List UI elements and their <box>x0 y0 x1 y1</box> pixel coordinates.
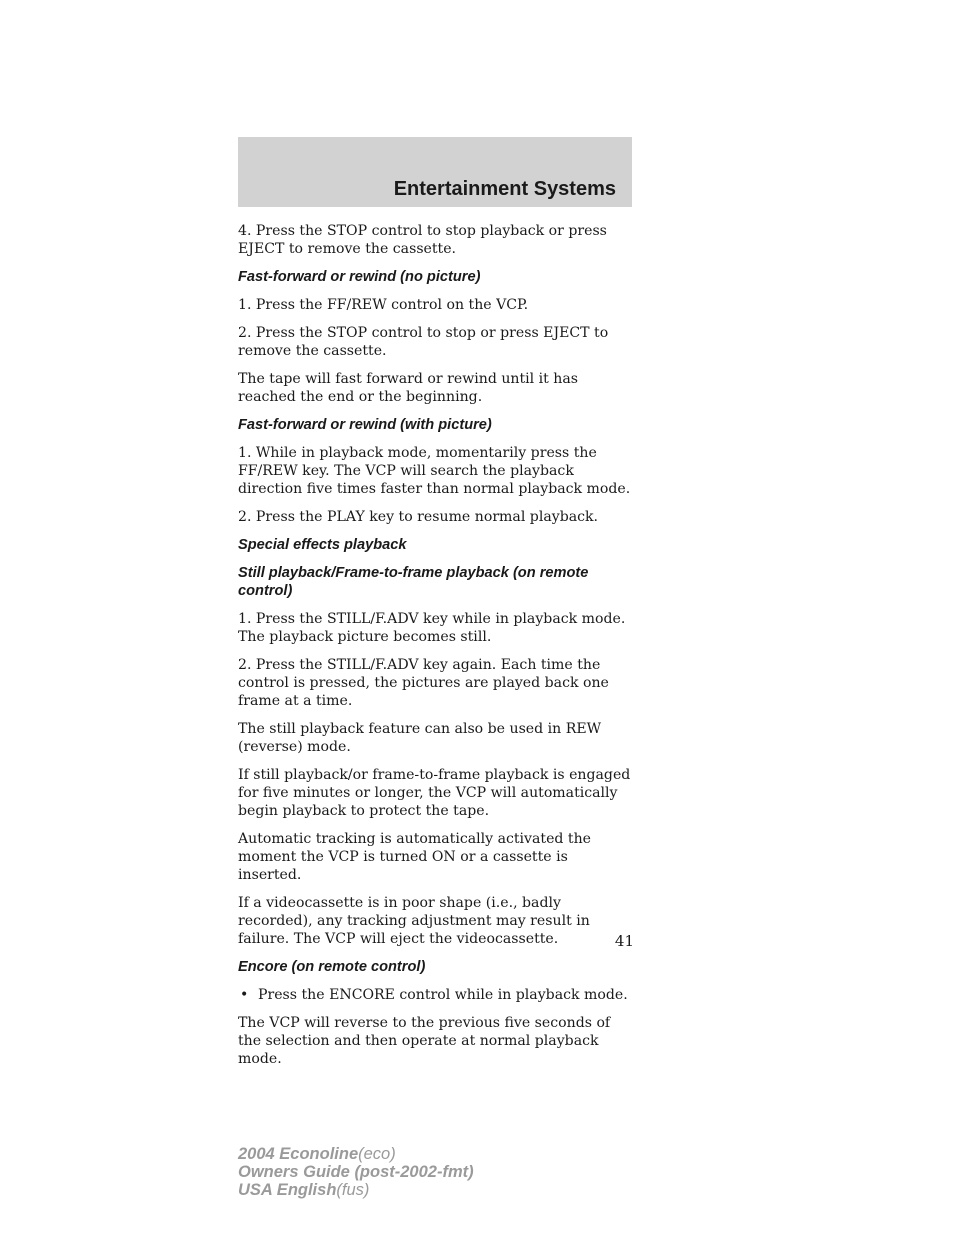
page-number: 41 <box>614 932 634 950</box>
footer-model-code: (eco) <box>358 1145 396 1163</box>
bullet-icon: • <box>240 987 249 1003</box>
paragraph-still-step-1: 1. Press the STILL/F.ADV key while in playback mode. The playback picture becomes still. <box>238 611 626 645</box>
list-item <box>238 986 634 1004</box>
paragraph-search-step-1: 1. While in playback mode, momentarily press the FF/REW key. The VCP will search the playback direction five times faster than normal playback mode. <box>238 445 631 497</box>
heading-ff-rew-with-picture: Fast-forward or rewind (with picture) <box>238 417 492 433</box>
paragraph-auto-tracking: Automatic tracking is automatically activated the moment the VCP is turned ON or a cassette is inserted. <box>238 831 591 883</box>
footer-line-language <box>238 1181 474 1199</box>
bullet-text: Press the ENCORE control while in playback mode. <box>258 987 628 1003</box>
footer-model: 2004 Econoline <box>238 1145 359 1163</box>
page-content <box>238 222 634 1078</box>
paragraph-ff-rew-step-2: 2. Press the STOP control to stop or press EJECT to remove the cassette. <box>238 325 609 359</box>
section-title: Entertainment Systems <box>393 178 616 200</box>
footer-line-model <box>238 1145 474 1163</box>
paragraph-tape-end: The tape will fast forward or rewind until it has reached the end or the beginning. <box>238 371 579 405</box>
paragraph-search-step-2: 2. Press the PLAY key to resume normal playback. <box>238 509 599 525</box>
paragraph-still-rew: The still playback feature can also be used in REW (reverse) mode. <box>238 721 602 755</box>
paragraph-poor-cassette: If a videocassette is in poor shape (i.e., badly recorded), any tracking adjustment may result in failure. The VCP will eject the videocassette. <box>238 895 590 947</box>
heading-special-effects: Special effects playback <box>238 537 407 553</box>
heading-ff-rew-no-picture: Fast-forward or rewind (no picture) <box>238 269 481 285</box>
paragraph-ff-rew-step-1: 1. Press the FF/REW control on the VCP. <box>238 297 529 313</box>
heading-still-playback: Still playback/Frame-to-frame playback (on remote control) <box>238 565 589 599</box>
footer-language-code: (fus) <box>336 1181 370 1199</box>
paragraph-still-timeout: If still playback/or frame-to-frame playback is engaged for five minutes or longer, the VCP will automatically begin playback to protect the tape. <box>238 767 631 819</box>
footer <box>238 1145 474 1199</box>
paragraph-stop-eject: 4. Press the STOP control to stop playback or press EJECT to remove the cassette. <box>238 223 607 257</box>
paragraph-still-step-2: 2. Press the STILL/F.ADV key again. Each time the control is pressed, the pictures are played back one frame at a time. <box>238 657 609 709</box>
footer-language: USA English <box>238 1181 337 1199</box>
footer-guide: Owners Guide (post-2002-fmt) <box>238 1163 474 1181</box>
heading-encore: Encore (on remote control) <box>238 959 426 975</box>
section-header-band <box>238 137 632 207</box>
paragraph-encore-result: The VCP will reverse to the previous five seconds of the selection and then operate at normal playback mode. <box>238 1015 611 1067</box>
